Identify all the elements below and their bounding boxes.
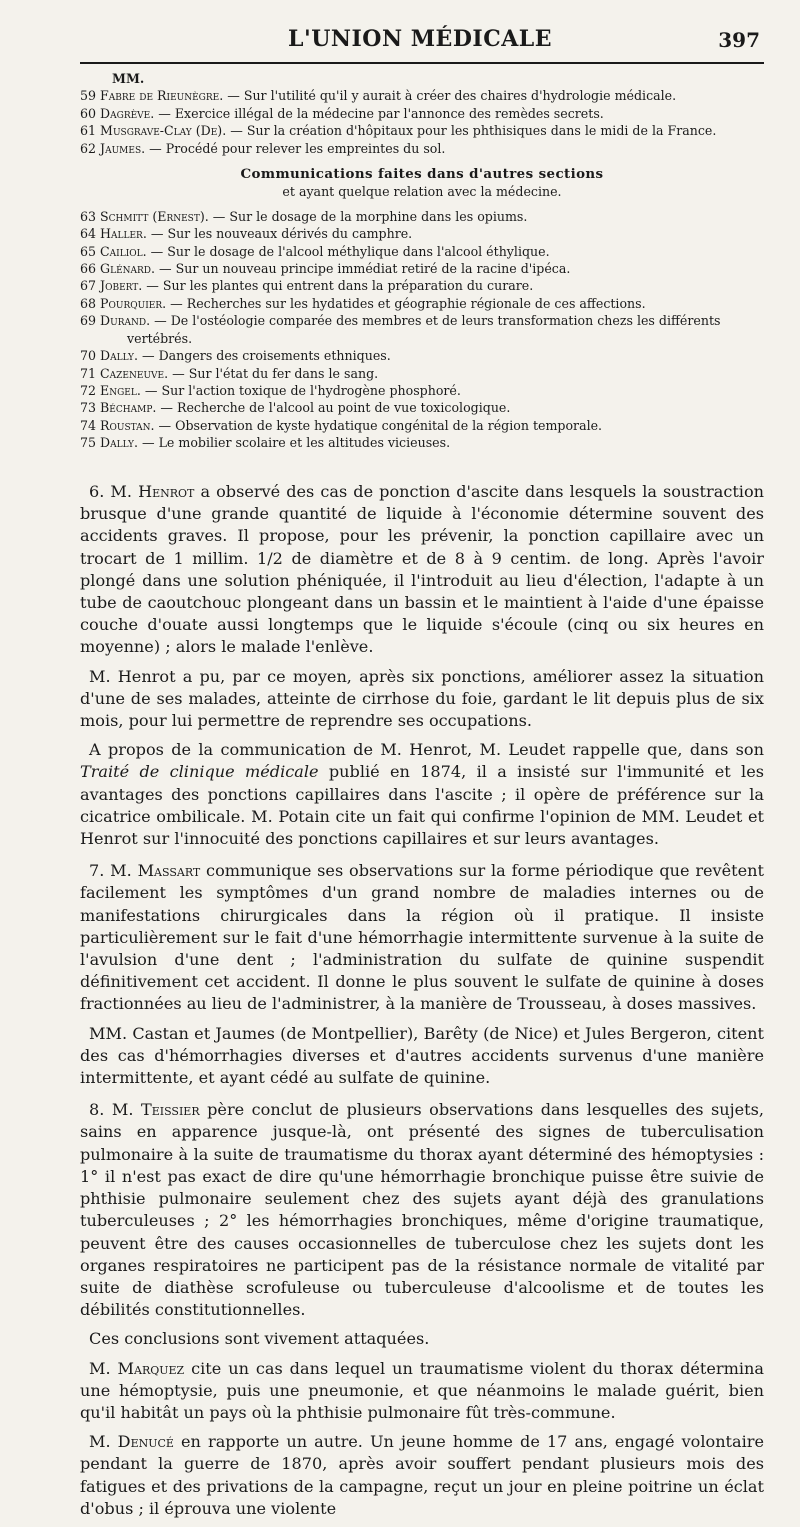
list-group-b	[80, 208, 764, 452]
paragraph-8d	[80, 1431, 764, 1520]
item-author: Jaumes	[100, 140, 142, 156]
list-item-continuation: vertébrés.	[127, 330, 193, 346]
item-title: . — Procédé pour relever les empreintes du sol.	[141, 140, 446, 156]
item-number: 71	[80, 365, 97, 381]
item-title: . — Sur les plantes qui entrent dans la préparation du curare.	[138, 278, 534, 294]
item-author: Pourquier	[100, 295, 163, 311]
item-title: . — Sur l'état du fer dans le sang.	[164, 365, 379, 381]
item-author: Dally	[100, 348, 134, 364]
running-title: L'UNION MÉDICALE	[287, 26, 553, 52]
book-title: Traité de clinique médicale	[80, 762, 319, 782]
item-author: Schmitt (Ernest)	[100, 208, 205, 224]
item-title: . — Sur les nouveaux dérivés du camphre.	[142, 226, 413, 242]
item-number: 75	[80, 435, 97, 451]
list-item	[80, 208, 764, 225]
item-author: Glénard	[100, 261, 152, 277]
page-header	[80, 22, 760, 58]
item-title: . — Sur un nouveau principe immédiat retiré de la racine d'ipéca.	[151, 261, 571, 277]
item-number: 67	[80, 278, 97, 294]
item-title: . — Sur le dosage de l'alcool méthylique dans l'alcool éthylique.	[142, 243, 550, 259]
item-author: Musgrave-Clay (De)	[100, 123, 223, 139]
item-number: 72	[80, 382, 97, 398]
list-item	[80, 382, 764, 399]
item-number: 66	[80, 261, 97, 277]
paragraph-body: publié en 1874, il a insisté sur l'immunité et les avantages des ponctions capillaires dans l'ascite ; il opère de préférence sur la cicatrice ombilicale. M. Potain cite un fait qui confirme l'opinion de MM. Leudet et Henrot sur l'innocuité des ponctions capillaires et sur leurs avantages.	[80, 762, 764, 849]
paragraph-6c	[80, 739, 764, 850]
header-rule	[80, 62, 764, 64]
list-item	[80, 260, 764, 277]
list-item	[80, 243, 764, 260]
item-number: 64	[80, 226, 97, 242]
list-item	[80, 105, 764, 122]
item-number: 59	[80, 88, 97, 104]
item-title: . — Sur l'action toxique de l'hydrogène phosphoré.	[136, 382, 461, 398]
section-title: Communications faites dans d'autres sections	[240, 166, 604, 183]
item-title: . — Recherche de l'alcool au point de vue toxicologique.	[152, 400, 511, 416]
item-number: 62	[80, 140, 97, 156]
list-item	[80, 140, 764, 157]
paragraph-body: père conclut de plusieurs observations dans lesquelles des sujets, sains en apparence jusque-là, ont présenté des signes de tuberculisation pulmonaire à la suite de traumatisme du thorax ayant déterminé des hémoptysies : 1° il n'est pas exact de dire qu'une hémorrhagie bronchique puisse être suivie de phthisie pulmonaire seulement chez des sujets ayant déjà des granulations tuberculeuses ; 2° les hémorrhagies bronchiques, même d'origine traumatique, peuvent être des causes occasionnelles de tuberculose chez les sujets dont les organes respiratoires ne participent pas de la résistance normale de vitalité par suite de diathèse scrofuleuse ou tuberculeuse d'alcoolisme et de toutes les débilités constitutionnelles.	[80, 1100, 765, 1320]
list-item	[80, 365, 764, 382]
item-number: 60	[80, 105, 97, 121]
communications-list	[80, 70, 764, 452]
paragraph-number: 7. M.	[89, 861, 138, 881]
paragraph-8c	[80, 1358, 764, 1425]
section-subtitle: et ayant quelque relation avec la médecine.	[282, 184, 562, 200]
list-item	[80, 122, 764, 139]
author-name: Henrot	[138, 482, 195, 501]
item-author: Durand	[100, 313, 147, 329]
item-number: 70	[80, 348, 97, 364]
item-number: 63	[80, 208, 97, 224]
item-number: 69	[80, 313, 97, 329]
list-item	[80, 312, 764, 329]
list-item	[80, 87, 764, 104]
item-author: Jobert	[100, 278, 139, 294]
item-title: . — Sur l'utilité qu'il y aurait à créer des chaires d'hydrologie médicale.	[219, 88, 677, 104]
list-item	[80, 225, 764, 242]
item-title: . — Exercice illégal de la médecine par l'annonce des remèdes secrets.	[150, 105, 604, 121]
item-title: . — Sur la création d'hôpitaux pour les phthisiques dans le midi de la France.	[222, 123, 717, 139]
list-heading: MM.	[112, 71, 145, 86]
paragraph-7b: MM. Castan et Jaumes (de Montpellier), Barêty (de Nice) et Jules Bergeron, citent des cas d'hémorrhagies diverses et d'autres accidents survenus d'une manière intermittente, et ayant cédé au sulfate de quinine.	[80, 1023, 764, 1088]
paragraph-6b: M. Henrot a pu, par ce moyen, après six ponctions, améliorer assez la situation d'une de ses malades, atteinte de cirrhose du foie, gardant le lit depuis plus de six mois, pour lui permettre de reprendre ses occupations.	[80, 666, 764, 731]
item-number: 68	[80, 295, 97, 311]
page-number: 397	[718, 28, 760, 52]
author-name: Teissier	[140, 1100, 200, 1120]
item-title: . — Le mobilier scolaire et les altitudes vicieuses.	[133, 435, 451, 451]
paragraph-body: a observé des cas de ponction d'ascite dans lesquels la soustraction brusque d'une grande quantité de liquide à l'économie détermine souvent des accidents graves. Il propose, pour les prévenir, la ponction capillaire avec un trocart de 1 millim. 1/2 de diamètre et de 8 à 9 centim. de long. Après l'avoir plongé dans une solution phéniquée, il l'introduit au lieu d'élection, l'adapte à un tube de caoutchouc plongeant dans un bassin et le maintient à l'aide d'une épaisse couche d'ouate aussi longtemps que le liquide s'écoule (cinq ou six heures en moyenne) ; alors le malade l'enlève.	[80, 482, 764, 657]
item-author: Dagrève	[100, 105, 151, 121]
list-item	[80, 295, 764, 312]
item-author: Cailiol	[100, 243, 143, 259]
paragraph-body: communique ses observations sur la forme périodique que revêtent facilement les symptômes d'un grand nombre de maladies internes ou de manifestations chirurgicales dans la région où il pratique. Il insiste particulièrement sur le fait d'une hémorrhagie intermittente survenue à la suite de l'avulsion d'une dent ; l'administration du sulfate de quinine suspendit définitivement cet accident. Il donne le plus souvent le sulfate de quinine à doses fractionnées au lieu de l'administrer, à la manière de Trousseau, à doses massives.	[80, 861, 764, 1014]
list-item	[80, 434, 764, 451]
paragraph-body: cite un cas dans lequel un traumatisme violent du thorax détermina une hémoptysie, puis une pneumonie, et que néanmoins le malade guérit, bien qu'il habitât un pays où la phthisie pulmonaire fût très-commune.	[80, 1358, 764, 1422]
list-item	[80, 417, 764, 434]
main-text	[80, 481, 764, 1527]
item-author: Béchamp	[100, 400, 153, 416]
item-number: 65	[80, 243, 97, 259]
item-title: . — Recherches sur les hydatides et géographie régionale de ces affections.	[162, 295, 646, 311]
item-author: Roustan	[100, 417, 151, 433]
item-number: 74	[80, 417, 97, 433]
item-author: Dally	[100, 435, 134, 451]
paragraph-body: en rapporte un autre. Un jeune homme de 17 ans, engagé volontaire pendant la guerre de 1870, après avoir souffert pendant plusieurs mois des fatigues et des privations de la campagne, reçut un jour en pleine poitrine un éclat d'obus ; il éprouva une violente	[80, 1432, 764, 1518]
author-name: Marquez	[117, 1358, 185, 1378]
item-title: . — Dangers des croisements ethniques.	[133, 348, 391, 364]
paragraph-body: M.	[89, 1358, 118, 1378]
paragraph-body: M.	[89, 1432, 118, 1452]
item-number: 73	[80, 400, 97, 416]
list-item	[80, 347, 764, 364]
paragraph-number: 8. M.	[89, 1100, 141, 1120]
item-title: . — Sur le dosage de la morphine dans les opiums.	[204, 208, 528, 224]
list-item	[80, 399, 764, 416]
author-name: Massart	[137, 861, 201, 881]
paragraph-8	[80, 1099, 764, 1321]
author-name: Denucé	[117, 1432, 174, 1452]
item-title: . — Observation de kyste hydatique congénital de la région temporale.	[150, 417, 603, 433]
list-group-a	[80, 87, 764, 157]
item-title: . — De l'ostéologie comparée des membres et de leurs transformation chezs les différents	[146, 313, 721, 329]
paragraph-number: 6. M.	[89, 482, 139, 501]
item-number: 61	[80, 123, 97, 139]
list-item	[80, 277, 764, 294]
item-author: Engel	[100, 382, 137, 398]
paragraph-7	[80, 860, 764, 1015]
paragraph-body: A propos de la communication de M. Henrot, M. Leudet rappelle que, dans son	[89, 740, 764, 760]
item-author: Cazeneuve	[100, 365, 165, 381]
paragraph-8b: Ces conclusions sont vivement attaquées.	[89, 1329, 430, 1349]
paragraph-6	[80, 481, 764, 659]
item-author: Fabre de Rieunègre	[100, 88, 220, 104]
item-author: Haller	[100, 226, 143, 242]
